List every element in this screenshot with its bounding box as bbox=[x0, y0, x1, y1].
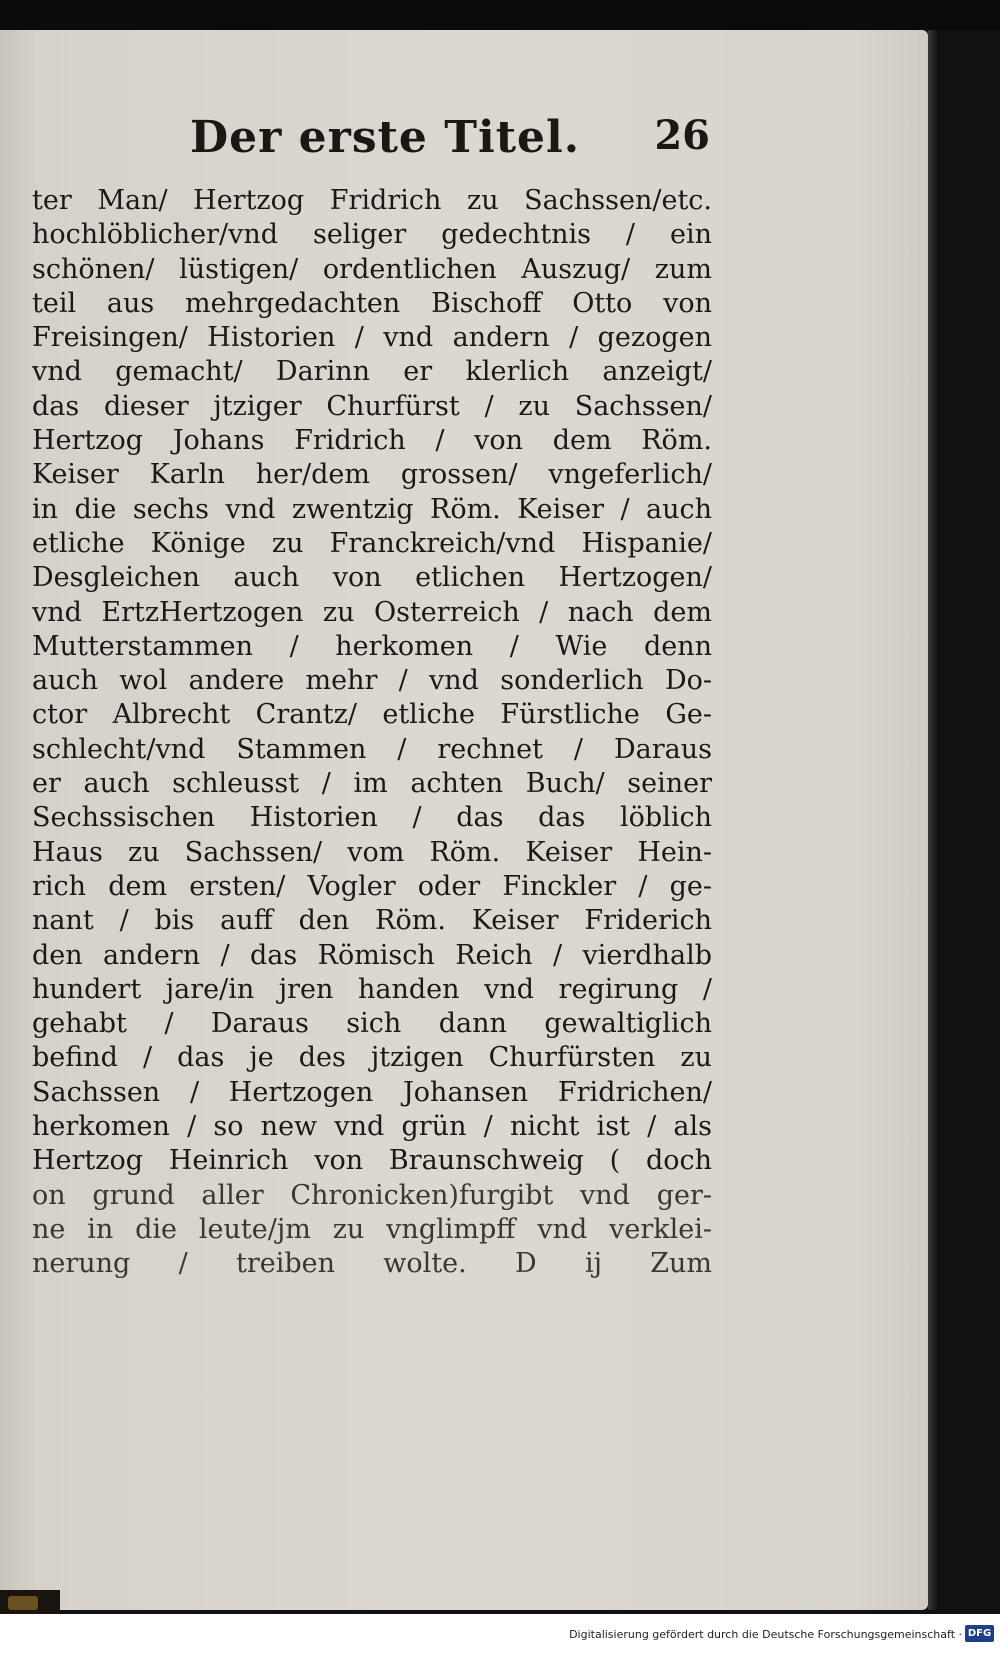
text-line-with-catchword: nerung / treiben wolte. D ij Zum bbox=[32, 1248, 712, 1280]
page-number: 26 bbox=[654, 112, 710, 159]
text-line: ctor Albrecht Crantz/ etliche Fürstliche Ge- bbox=[32, 699, 712, 731]
text-line: ter Man/ Hertzog Fridrich zu Sachssen/etc. bbox=[32, 185, 712, 216]
text-line: auch wol andere mehr / vnd sonderlich Do- bbox=[32, 665, 712, 697]
text-line: vnd ErtzHertzogen zu Osterreich / nach dem bbox=[32, 596, 712, 628]
digitization-footer bbox=[0, 1614, 1000, 1654]
text-line: vnd gemacht/ Darinn er klerlich anzeigt/ bbox=[32, 356, 712, 388]
scan-background-top bbox=[0, 0, 1000, 30]
text-line: Hertzog Heinrich von Braunschweig ( doch bbox=[32, 1145, 712, 1177]
text-line: gehabt / Daraus sich dann gewaltiglich bbox=[32, 1008, 712, 1040]
text-line: den andern / das Römisch Reich / vierdhalb bbox=[32, 939, 712, 971]
text-line: schlecht/vnd Stammen / rechnet / Daraus bbox=[32, 733, 712, 765]
text-line: Keiser Karln her/dem grossen/ vngeferlich/ bbox=[32, 459, 712, 491]
text-line: hochlöblicher/vnd seliger gedechtnis / ein bbox=[32, 219, 712, 251]
text-line: in die sechs vnd zwentzig Röm. Keiser / auch bbox=[32, 493, 712, 525]
text-line: teil aus mehrgedachten Bischoff Otto von bbox=[32, 287, 712, 319]
text-line: etliche Könige zu Franckreich/vnd Hispanie/ bbox=[32, 527, 712, 559]
text-line: Haus zu Sachssen/ vom Röm. Keiser Hein- bbox=[32, 836, 712, 868]
body-text bbox=[32, 184, 712, 1282]
text-line: das dieser jtziger Churfürst / zu Sachssen/ bbox=[32, 390, 712, 422]
text-line: er auch schleusst / im achten Buch/ seiner bbox=[32, 768, 712, 800]
text-line: on grund aller Chronicken)furgibt vnd ger- bbox=[32, 1179, 712, 1211]
dfg-logo: DFG bbox=[965, 1625, 994, 1642]
text-line: Sachssen / Hertzogen Johansen Fridrichen/ bbox=[32, 1076, 712, 1108]
running-title: Der erste Titel. bbox=[190, 112, 581, 163]
text-line: Freisingen/ Historien / vnd andern / gezogen bbox=[32, 322, 712, 354]
text-line: schönen/ lüstigen/ ordentlichen Auszug/ zum bbox=[32, 253, 712, 285]
text-line: hundert jare/in jren handen vnd regirung / bbox=[32, 973, 712, 1005]
running-header bbox=[190, 112, 710, 172]
text-line: ne in die leute/jm zu vnglimpff vnd verklei- bbox=[32, 1213, 712, 1245]
text-line: Mutterstammen / herkomen / Wie denn bbox=[32, 630, 712, 662]
text-line: befind / das je des jtzigen Churfürsten zu bbox=[32, 1042, 712, 1074]
text-line: Hertzog Johans Fridrich / von dem Röm. bbox=[32, 425, 712, 457]
text-line: rich dem ersten/ Vogler oder Finckler / ge- bbox=[32, 870, 712, 902]
text-line: nant / bis auff den Röm. Keiser Friderich bbox=[32, 905, 712, 937]
text-line: Sechssischen Historien / das das löblich bbox=[32, 802, 712, 834]
text-line: Desgleichen auch von etlichen Hertzogen/ bbox=[32, 562, 712, 594]
funding-credit: Digitalisierung gefördert durch die Deutsche Forschungsgemeinschaft · bbox=[569, 1628, 962, 1641]
text-line: herkomen / so new vnd grün / nicht ist / als bbox=[32, 1111, 712, 1143]
page-edge-shadow bbox=[928, 30, 938, 1610]
